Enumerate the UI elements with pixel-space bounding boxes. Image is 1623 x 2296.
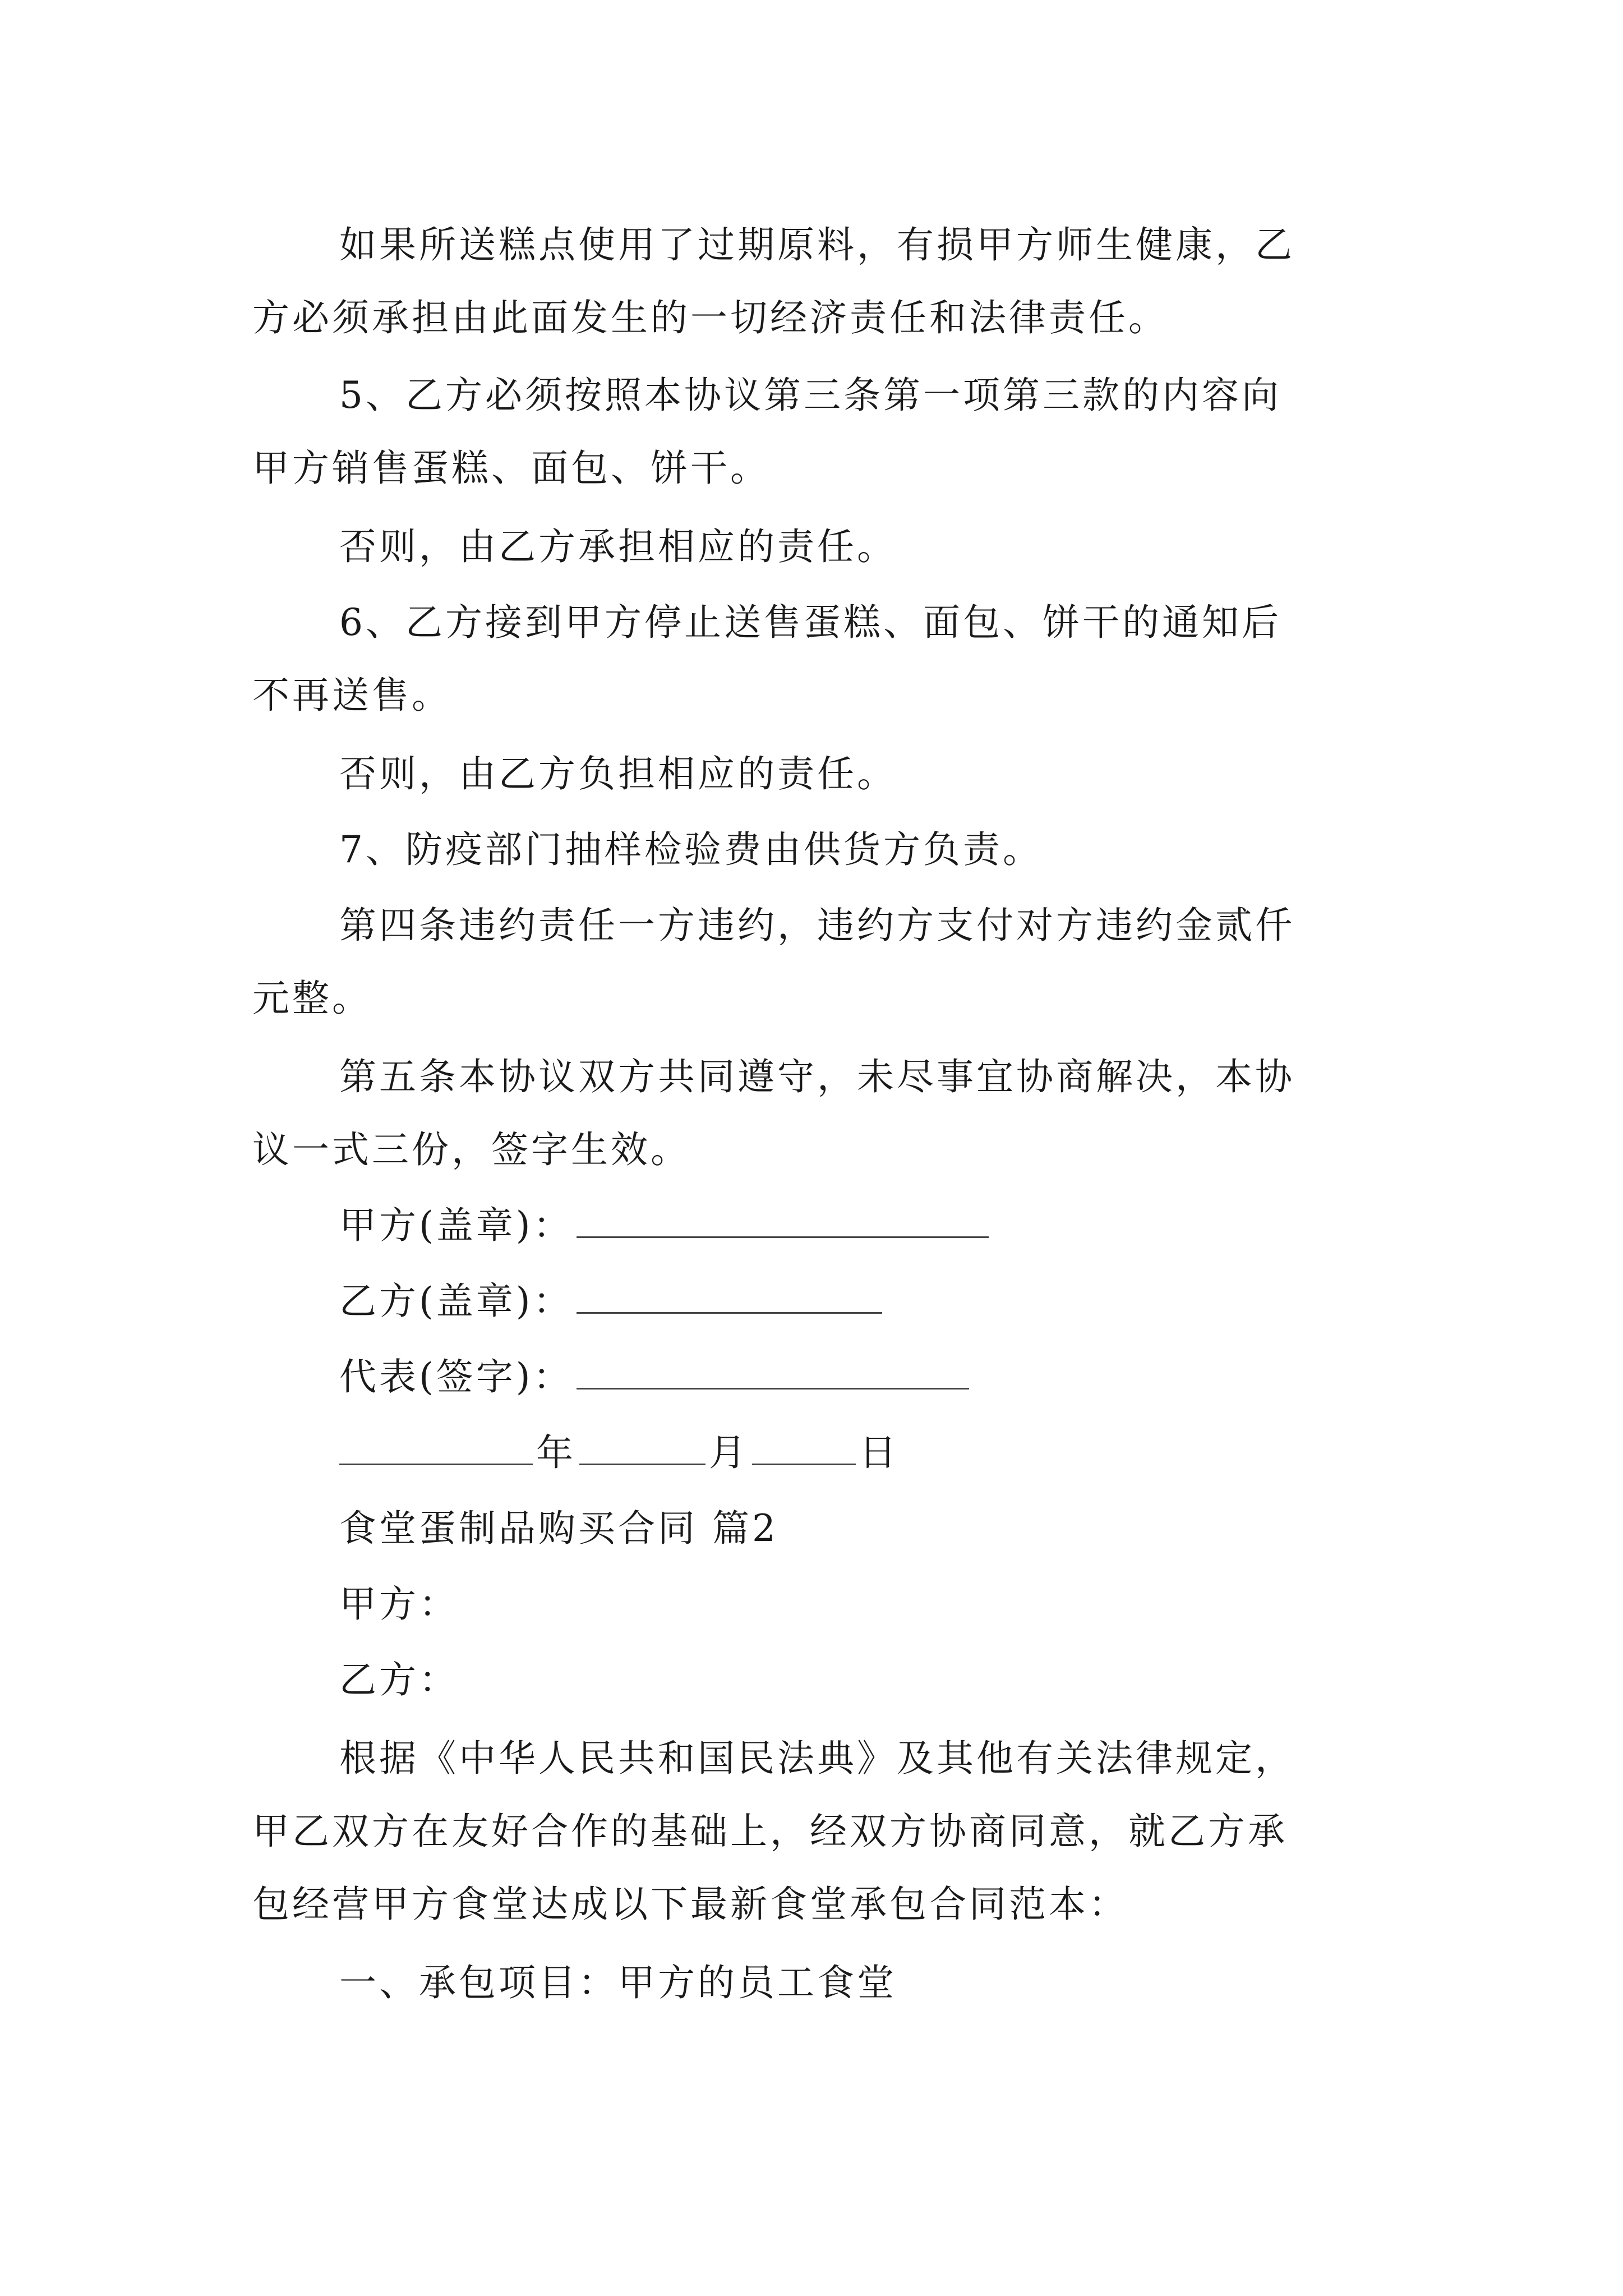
- signature-party-b: [339, 1265, 1489, 1338]
- contract-2-party-b: 乙方：: [339, 1658, 459, 1701]
- month-blank[interactable]: [579, 1430, 706, 1465]
- party-b-seal-label: 乙方(盖章)：: [339, 1280, 573, 1323]
- para-2-line-2: 甲方销售蛋糕、面包、饼干。: [252, 447, 770, 490]
- month-label: 月: [709, 1431, 749, 1474]
- para-7-line-1: 第四条违约责任一方违约，违约方支付对方违约金贰仟: [339, 904, 1295, 947]
- party-a-seal-blank[interactable]: [577, 1203, 989, 1238]
- representative-sign-label: 代表(签字)：: [339, 1355, 573, 1398]
- day-blank[interactable]: [752, 1430, 856, 1465]
- representative-sign-blank[interactable]: [577, 1354, 969, 1389]
- party-b-seal-blank[interactable]: [577, 1278, 882, 1314]
- para-4-line-2: 不再送售。: [252, 674, 451, 717]
- signature-date: [339, 1416, 1489, 1489]
- party-a-seal-label: 甲方(盖章)：: [339, 1204, 573, 1247]
- contract-2-heading: 食堂蛋制品购买合同 篇2: [339, 1507, 778, 1550]
- contract-2-party-a: 甲方：: [339, 1582, 459, 1626]
- para-3: 否则，由乙方承担相应的责任。: [339, 525, 897, 568]
- signature-representative: [339, 1341, 1489, 1414]
- para-6: 7、防疫部门抽样检验费由供货方负责。: [339, 828, 1043, 871]
- year-label: 年: [536, 1431, 576, 1474]
- signature-party-a: [339, 1189, 1489, 1262]
- day-label: 日: [859, 1431, 899, 1474]
- year-blank[interactable]: [339, 1430, 533, 1465]
- para-8-line-1: 第五条本协议双方共同遵守，未尽事宜协商解决，本协: [339, 1055, 1295, 1098]
- para-1-line-1: 如果所送糕点使用了过期原料，有损甲方师生健康，乙: [339, 223, 1295, 266]
- contract-2-item-1: 一、承包项目：甲方的员工食堂: [339, 1961, 897, 2004]
- para-5: 否则，由乙方负担相应的责任。: [339, 752, 897, 795]
- contract-2-intro-line-3: 包经营甲方食堂达成以下最新食堂承包合同范本：: [252, 1883, 1128, 1926]
- para-4-line-1: 6、乙方接到甲方停止送售蛋糕、面包、饼干的通知后: [339, 601, 1281, 644]
- para-2-line-1: 5、乙方必须按照本协议第三条第一项第三款的内容向: [339, 374, 1281, 417]
- contract-2-intro-line-1: 根据《中华人民共和国民法典》及其他有关法律规定，: [339, 1737, 1295, 1780]
- contract-2-intro-line-2: 甲乙双方在友好合作的基础上，经双方协商同意，就乙方承: [252, 1810, 1288, 1853]
- para-8-line-2: 议一式三份，签字生效。: [252, 1128, 690, 1171]
- para-7-line-2: 元整。: [252, 977, 372, 1020]
- para-1-line-2: 方必须承担由此面发生的一切经济责任和法律责任。: [252, 296, 1168, 339]
